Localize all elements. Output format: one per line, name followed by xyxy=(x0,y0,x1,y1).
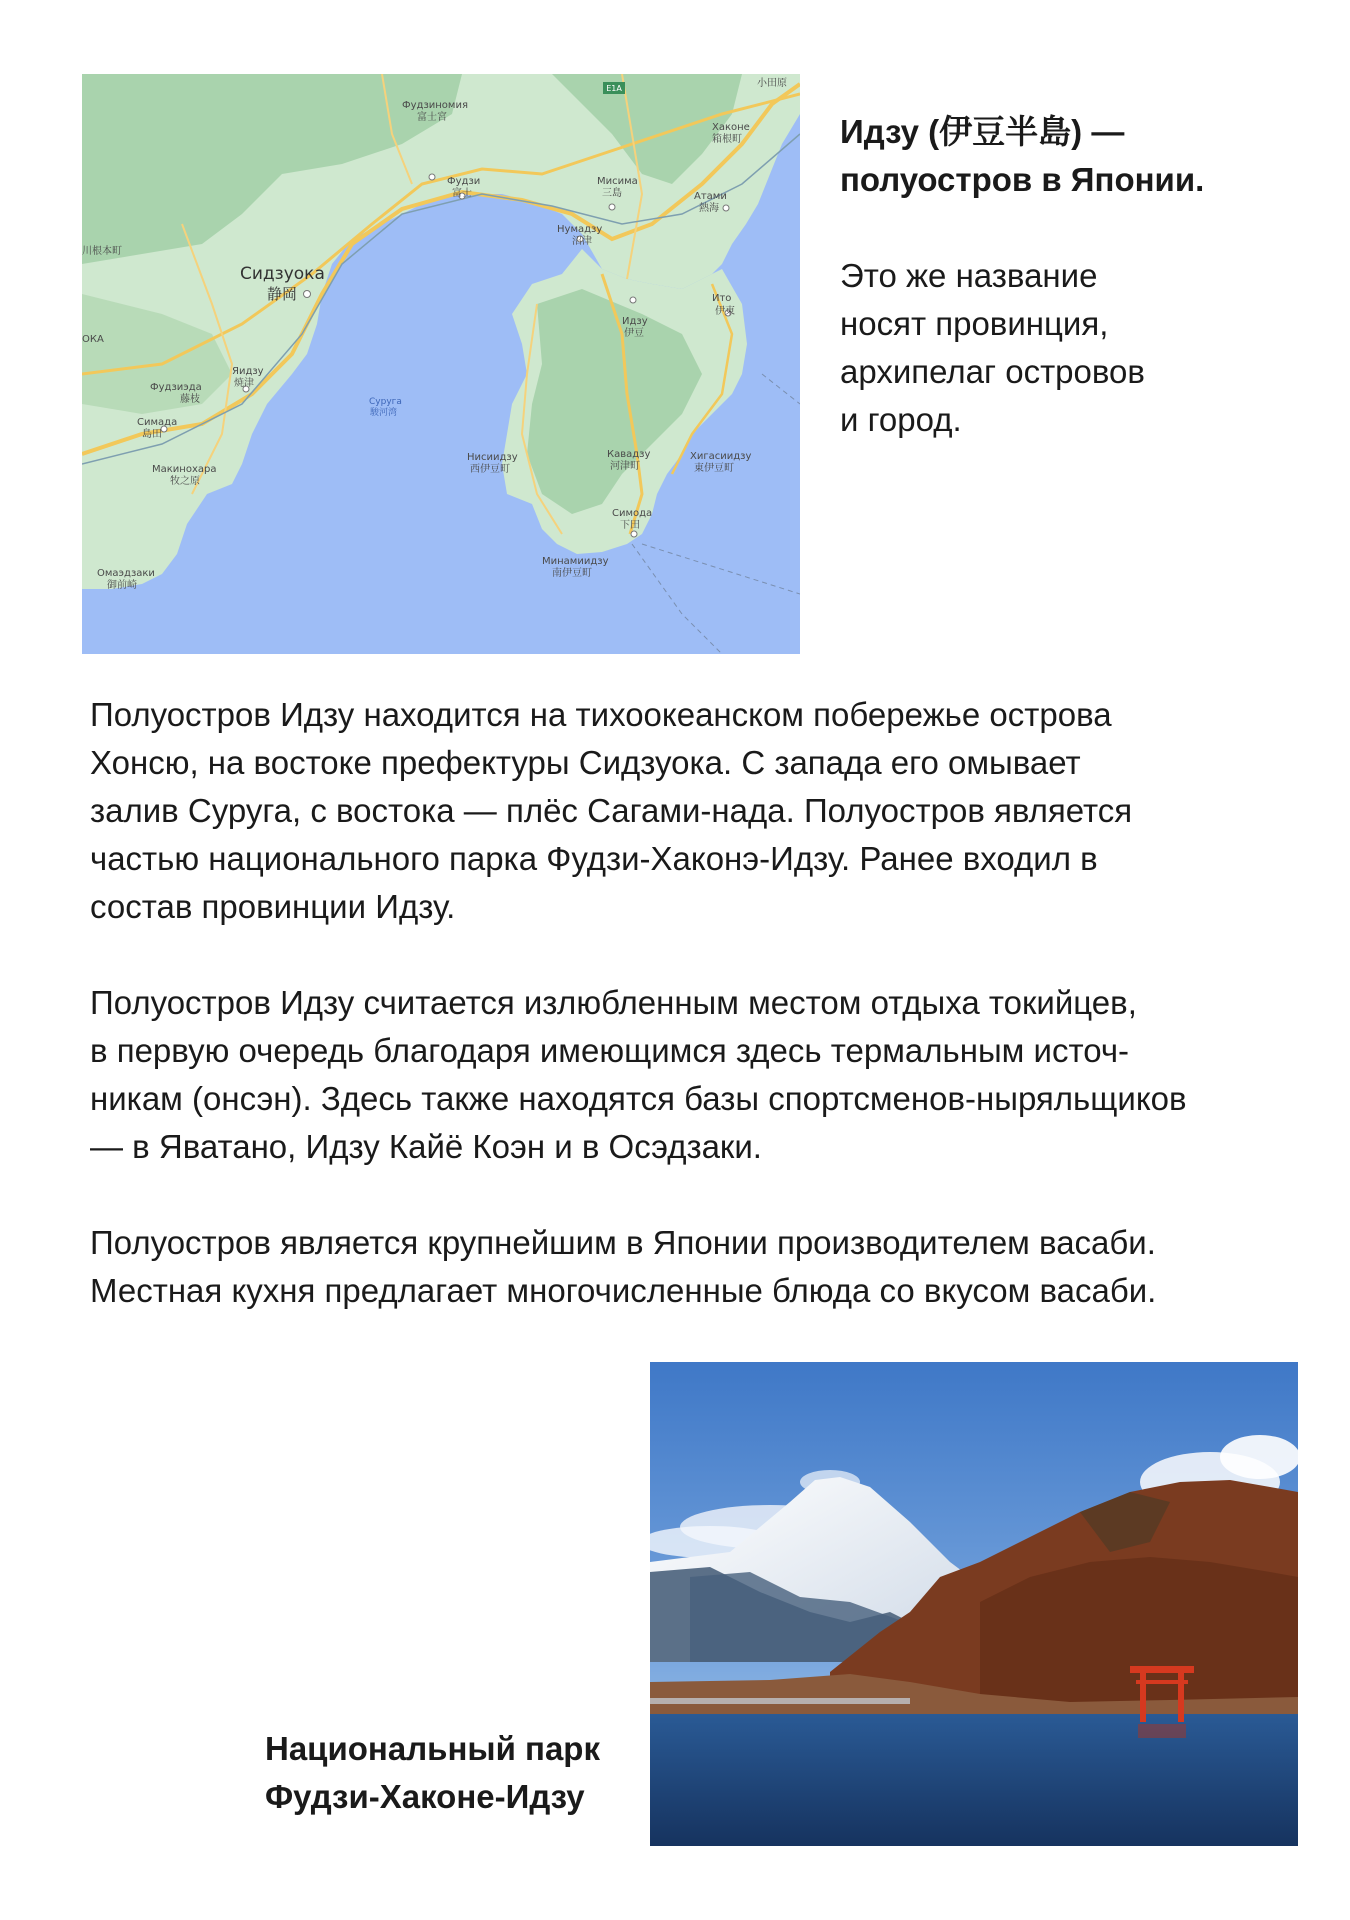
map-label-makinohara-ru: Макинохара xyxy=(152,464,217,475)
paragraph-tourism xyxy=(90,979,1300,1171)
photo-forest-shade xyxy=(980,1557,1298,1707)
map-label-fuji-jp: 富士 xyxy=(452,188,472,199)
map-label-odawara-jp: 小田原 xyxy=(757,78,787,89)
map-label-fuji-ru: Фудзи xyxy=(447,176,481,187)
map-label-hakone-ru: Хаконе xyxy=(712,122,750,133)
paragraph-line: Полуостров является крупнейшим в Японии производителем васаби. xyxy=(90,1224,1156,1261)
map-label-omaezaki-ru: Омаэдзаки xyxy=(97,568,155,579)
map-label-atami-ru: Атами xyxy=(694,191,727,202)
intro-title-line2: полуостров в Японии. xyxy=(840,161,1205,198)
map-label-higashiizu-ru: Хигасиидзу xyxy=(690,451,752,462)
map-label-mishima-ru: Мисима xyxy=(597,176,638,187)
map-dot-shizuoka xyxy=(304,291,311,298)
map-label-makinohara-jp: 牧之原 xyxy=(170,476,200,487)
map-label-kawazu-jp: 河津町 xyxy=(610,461,640,472)
intro-text-line: Это же название xyxy=(840,257,1098,294)
paragraph-line: в первую очередь благодаря имеющимся здесь термальным источ- xyxy=(90,1032,1130,1069)
map-label-ito-jp: 伊東 xyxy=(715,306,735,317)
photo-shore-line xyxy=(650,1698,910,1704)
caption-line2: Фудзи-Хаконе-Идзу xyxy=(265,1778,585,1815)
map-label-fujinomiya-ru: Фудзиномия xyxy=(402,100,468,111)
izu-peninsula-map xyxy=(82,74,800,654)
map-label-fujieda-ru: Фудзиэда xyxy=(150,382,202,393)
map-dot-mishima xyxy=(609,204,615,210)
map-label-mishima-jp: 三島 xyxy=(602,188,622,199)
paragraph-line: — в Яватано, Идзу Кайё Коэн и в Осэдзаки. xyxy=(90,1128,762,1165)
map-label-shizuoka-jp: 静岡 xyxy=(267,285,298,303)
paragraph-line: состав провинции Идзу. xyxy=(90,888,456,925)
map-label-shimoda-ru: Симода xyxy=(612,508,653,519)
map-label-fujinomiya-jp: 富士宮 xyxy=(417,112,447,123)
intro-block xyxy=(840,108,1300,444)
paragraph-line: залив Суруга, с востока — плёс Сагами-нада. Полуостров является xyxy=(90,792,1133,829)
map-label-yaizu-jp: 焼津 xyxy=(234,378,254,389)
fuji-hakone-photo xyxy=(650,1362,1298,1846)
map-label-izu-jp: 伊豆 xyxy=(624,328,644,339)
intro-text-line: архипелаг островов xyxy=(840,353,1145,390)
photo-lake-water xyxy=(650,1714,1298,1846)
map-label-shimada-jp: 島田 xyxy=(142,429,162,440)
map-label-numazu-ru: Нумадзу xyxy=(557,224,603,235)
paragraph-line: Полуостров Идзу находится на тихоокеанском побережье острова xyxy=(90,696,1112,733)
photo-caption xyxy=(265,1725,600,1821)
intro-title xyxy=(840,108,1300,204)
map-label-minamiizu-jp: 南伊豆町 xyxy=(552,568,592,579)
map-label-edge-jp: 川根本町 xyxy=(82,246,122,257)
map-label-edge-oka: ОКА xyxy=(82,334,104,345)
paragraph-wasabi xyxy=(90,1219,1300,1315)
photo-torii-reflection xyxy=(1138,1724,1186,1738)
map-label-shimoda-jp: 下田 xyxy=(620,520,640,531)
intro-title-line1: Идзу (伊豆半島) — xyxy=(840,113,1125,150)
map-dot-fujinomiya xyxy=(429,174,435,180)
photo-cloud xyxy=(1220,1435,1298,1479)
paragraph-line: никам (онсэн). Здесь также находятся базы спортсменов-ныряльщиков xyxy=(90,1080,1187,1117)
map-label-izu-ru: Идзу xyxy=(622,316,648,327)
map-label-atami-jp: 熱海 xyxy=(699,203,719,214)
map-label-numazu-jp: 沼津 xyxy=(572,236,592,247)
paragraph-line: Хонсю, на востоке префектуры Сидзуока. С запада его омывает xyxy=(90,744,1081,781)
paragraph-line: частью национального парка Фудзи-Хаконэ-Идзу. Ранее входил в xyxy=(90,840,1098,877)
intro-text xyxy=(840,252,1200,444)
paragraph-line: Полуостров Идзу считается излюбленным местом отдыха токийцев, xyxy=(90,984,1137,1021)
map-label-nishiizu-ru: Нисиидзу xyxy=(467,452,518,463)
map-label-omaezaki-jp: 御前崎 xyxy=(107,580,137,591)
map-label-nishiizu-jp: 西伊豆町 xyxy=(470,464,510,475)
map-label-ito-ru: Ито xyxy=(712,293,732,304)
intro-text-line: носят провинция, xyxy=(840,305,1109,342)
map-label-fujieda-jp: 藤枝 xyxy=(180,394,200,405)
map-label-road-e1a: E1A xyxy=(606,84,622,93)
paragraph-line: Местная кухня предлагает многочисленные блюда со вкусом васаби. xyxy=(90,1272,1157,1309)
paragraph-location xyxy=(90,691,1300,931)
map-label-suruga-jp: 駿河湾 xyxy=(370,408,398,418)
map-label-shizuoka-ru: Сидзуока xyxy=(240,264,325,284)
map-dot-izu xyxy=(630,297,636,303)
caption-line1: Национальный парк xyxy=(265,1730,600,1767)
map-label-higashiizu-jp: 東伊豆町 xyxy=(694,463,734,474)
map-dot-shimoda xyxy=(631,531,637,537)
map-label-yaizu-ru: Яидзу xyxy=(232,366,264,377)
map-label-shimada-ru: Симада xyxy=(137,417,178,428)
map-label-kawazu-ru: Кавадзу xyxy=(607,449,651,460)
intro-text-line: и город. xyxy=(840,401,962,438)
map-label-minamiizu-ru: Минамиидзу xyxy=(542,556,609,567)
map-dot-atami xyxy=(723,205,729,211)
map-label-hakone-jp: 箱根町 xyxy=(712,134,742,145)
map-label-suruga-ru: Суруга xyxy=(369,397,402,407)
